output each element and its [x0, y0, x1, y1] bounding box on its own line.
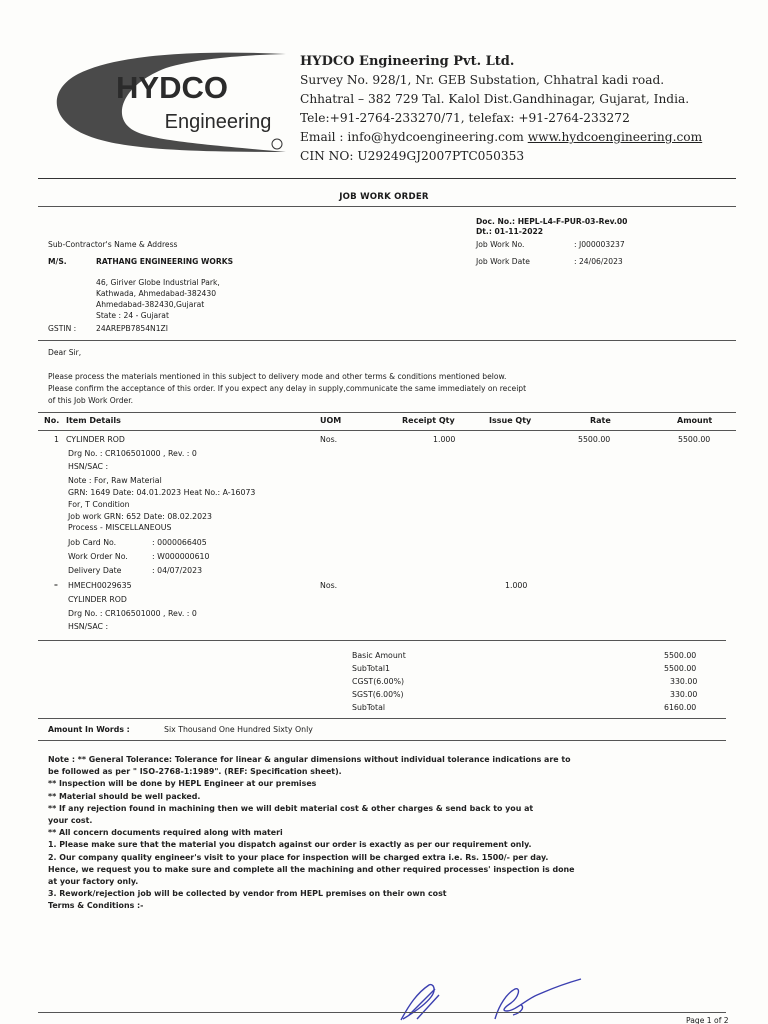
item1-amount: 5500.00 [678, 435, 711, 444]
basic-amount-value: 5500.00 [664, 651, 697, 660]
item1-number: 1 [54, 435, 59, 444]
note-line: ** Inspection will be done by HEPL Engineer at our premises [48, 779, 317, 789]
note-line: your cost. [48, 816, 93, 826]
delivery-date-value: : 04/07/2023 [152, 566, 203, 575]
amount-words-label: Amount In Words : [48, 725, 130, 734]
table-header-border [38, 430, 736, 431]
job-work-date-value: : 24/06/2023 [574, 257, 623, 266]
signature-stamp [395, 975, 595, 1024]
item2-drawing-no: Drg No. : CR106501000 , Rev. : 0 [68, 609, 197, 618]
note-line: Note : ** General Tolerance: Tolerance for linear & angular dimensions without individual tolerance indications are to [48, 755, 571, 764]
item1-job-grn: Job work GRN: 652 Date: 08.02.2023 [68, 512, 212, 521]
header-item-details: Item Details [66, 416, 121, 425]
vendor-state: State : 24 - Gujarat [96, 311, 169, 320]
logo-swoosh [48, 48, 294, 166]
cgst-label: CGST(6.00%) [352, 677, 405, 686]
table-top-border [38, 412, 736, 413]
header-divider [38, 178, 736, 179]
subcontractor-label: Sub-Contractor's Name & Address [48, 240, 178, 249]
footer-divider [38, 1012, 726, 1013]
gstin-label: GSTIN : [48, 324, 77, 333]
item2-code: HMECH0029635 [68, 581, 132, 590]
company-email: Email : info@hydcoengineering.com [300, 130, 524, 144]
job-card-label: Job Card No. [68, 538, 117, 547]
subtotal1-value: 5500.00 [664, 664, 697, 673]
item1-rate: 5500.00 [578, 435, 611, 444]
subtotal1-label: SubTotal1 [352, 664, 391, 673]
table-bottom-border [38, 640, 726, 641]
note-line: ** All concern documents required along with materi [48, 828, 283, 838]
document-title: JOB WORK ORDER [339, 192, 429, 202]
note-line: Terms & Conditions :- [48, 901, 144, 911]
salutation: Dear Sir, [48, 348, 82, 357]
totals-divider [38, 718, 726, 719]
company-details [300, 52, 702, 166]
item1-process: Process - MISCELLANEOUS [68, 523, 172, 532]
note-line: ** Material should be well packed. [48, 791, 201, 801]
company-address-line2: Chhatral – 382 729 Tal. Kalol Dist.Gandhinagar, Gujarat, India. [300, 92, 690, 106]
vendor-address-line3: Ahmedabad-382430,Gujarat [96, 300, 205, 309]
item2-bullet: – [54, 580, 58, 589]
job-work-date-label: Job Work Date [476, 257, 530, 266]
header-amount: Amount [677, 416, 713, 425]
company-logo [48, 48, 294, 166]
item2-issue-qty: 1.000 [505, 581, 528, 590]
vendor-address-line2: Kathwada, Ahmedabad-382430 [96, 289, 217, 298]
page-number: Page 1 of 2 [686, 1016, 729, 1024]
header-issue-qty: Issue Qty [489, 416, 532, 425]
item2-uom: Nos. [320, 581, 338, 590]
item1-hsn: HSN/SAC : [68, 462, 109, 471]
item1-note: Note : For, Raw Material [68, 476, 162, 485]
vendor-name: RATHANG ENGINEERING WORKS [96, 257, 234, 266]
doc-number: Doc. No.: HEPL-L4-F-PUR-03-Rev.00 [476, 217, 628, 226]
work-order-label: Work Order No. [68, 552, 128, 561]
subtotal-value: 6160.00 [664, 703, 697, 712]
letter-line1: Please process the materials mentioned in this subject to delivery mode and other terms & conditions mentioned below. [48, 372, 507, 381]
note-line: be followed as per " ISO-2768-1:1989". (REF: Specification sheet). [48, 767, 342, 777]
company-name: HYDCO Engineering Pvt. Ltd. [300, 54, 515, 69]
note-line: at your factory only. [48, 877, 139, 887]
company-address-line1: Survey No. 928/1, Nr. GEB Substation, Chhatral kadi road. [300, 73, 665, 87]
item1-receipt-qty: 1.000 [433, 435, 456, 444]
company-cin: CIN NO: U29249GJ2007PTC050353 [300, 149, 525, 163]
ms-label: M/S. [48, 257, 67, 266]
subtotal-label: SubTotal [352, 703, 386, 712]
job-work-no-label: Job Work No. [476, 240, 525, 249]
logo-text-hydco: HYDCO [116, 70, 228, 105]
note-line: ** If any rejection found in machining then we will debit material cost & other charges & send back to you at [48, 803, 534, 813]
item1-drawing-no: Drg No. : CR106501000 , Rev. : 0 [68, 449, 197, 458]
header-receipt-qty: Receipt Qty [402, 416, 455, 425]
item1-name: CYLINDER ROD [66, 435, 125, 444]
terms-notes [48, 754, 608, 913]
letter-line3: of this Job Work Order. [48, 396, 134, 405]
logo-text-engineering: Engineering [164, 111, 272, 133]
gstin-value: 24AREPB7854N1ZI [96, 324, 168, 333]
amount-words-divider [38, 740, 726, 741]
job-work-no-value: : J000003237 [574, 240, 625, 249]
sgst-label: SGST(6.00%) [352, 690, 404, 699]
item1-condition: For, T Condition [68, 500, 130, 509]
company-contact [300, 128, 702, 147]
vendor-address-line1: 46, Giriver Globe Industrial Park, [96, 278, 220, 287]
note-line: 3. Rework/rejection job will be collected by vendor from HEPL premises on their own cost [48, 889, 447, 899]
item2-hsn: HSN/SAC : [68, 622, 109, 631]
work-order-value: : W000000610 [152, 552, 210, 561]
title-divider [38, 206, 736, 207]
company-phone: Tele:+91-2764-233270/71, telefax: +91-2764-233272 [300, 111, 630, 125]
job-card-value: : 0000066405 [152, 538, 207, 547]
note-line: Hence, we request you to make sure and complete all the machining and other required processes' inspection is done [48, 864, 575, 874]
signature-icon [395, 975, 595, 1024]
header-no: No. [44, 416, 60, 425]
item1-uom: Nos. [320, 435, 338, 444]
cgst-value: 330.00 [670, 677, 698, 686]
company-website: www.hydcoengineering.com [527, 130, 703, 144]
vendor-divider [38, 340, 736, 341]
header-uom: UOM [320, 416, 342, 425]
amount-words-value: Six Thousand One Hundred Sixty Only [164, 725, 313, 734]
doc-date: Dt.: 01-11-2022 [476, 227, 544, 236]
item1-grn: GRN: 1649 Date: 04.01.2023 Heat No.: A-16073 [68, 488, 256, 497]
sgst-value: 330.00 [670, 690, 698, 699]
header-rate: Rate [590, 416, 611, 425]
note-line: 1. Please make sure that the material you dispatch against our order is exactly as per our requirement only. [48, 840, 532, 850]
letter-line2: Please confirm the acceptance of this order. If you expect any delay in supply,communicate the same immediately on receipt [48, 384, 527, 393]
item2-name: CYLINDER ROD [68, 595, 127, 604]
note-line: 2. Our company quality engineer's visit to your place for inspection will be charged extra i.e. Rs. 1500/- per day. [48, 852, 549, 862]
basic-amount-label: Basic Amount [352, 651, 406, 660]
delivery-date-label: Delivery Date [68, 566, 122, 575]
